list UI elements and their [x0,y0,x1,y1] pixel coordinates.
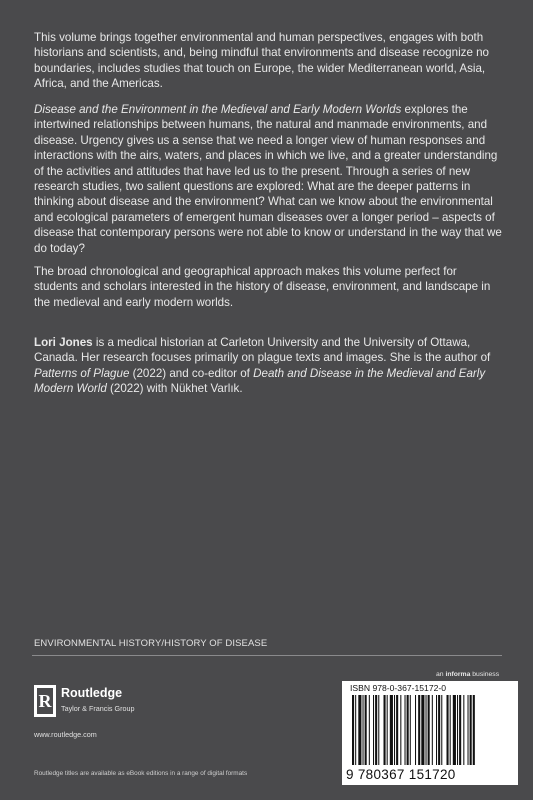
author-book-1: Patterns of Plague [34,366,130,380]
barcode-panel [342,681,518,785]
author-name: Lori Jones [34,336,93,349]
author-bio-text-3: (2022) with Nükhet Varlık. [106,382,243,396]
author-bio-text-2: (2022) and co-editor of [129,366,254,380]
informa-business-label [436,671,499,678]
divider [32,655,502,656]
informa-brand: informa [445,671,471,678]
barcode-icon [348,695,512,767]
publisher-name: Routledge [61,686,123,700]
description-paragraph-2-text: explores the intertwined relationships between humans, the natural and manmade environments, and disease. Urgency gives us a sense that we need a longer view of human responses and interactions with the airs, waters, and places in which we live, and a greater understanding of the activities and attitudes that have led us to the present. Through a series of new research studies, two salient questions are explored: What are the deeper patterns in thinking about disease and the environment? What can we know about the environmental and ecological parameters of emergent human diseases over a longer period – aspects of disease that contemporary persons were not able to know or understand in the way that we do today? [34,103,502,255]
barcode-digits: 9 780367 151720 [346,767,456,782]
subject-category: ENVIRONMENTAL HISTORY/HISTORY OF DISEASE [34,638,268,649]
informa-suffix: business [470,671,500,678]
routledge-logo-icon [34,685,56,717]
ebook-note: Routledge titles are available as eBook editions in a range of digital formats [34,770,248,777]
author-book-2: Death and Disease in the Medieval and Early Modern World [34,366,486,396]
author-bio [34,335,502,397]
publisher-url[interactable]: www.routledge.com [34,730,97,739]
isbn-text: ISBN 978-0-367-15172-0 [350,683,447,693]
informa-prefix: an [436,671,446,678]
svg-text:R: R [38,691,52,711]
description-paragraph-2 [34,102,502,256]
publisher-group: Taylor & Francis Group [61,704,135,713]
author-bio-text-1: is a medical historian at Carleton University and the University of Ottawa, Canada. Her research focuses primarily on plague texts and images. She is the author of [34,336,491,365]
description-paragraph-3: The broad chronological and geographical approach makes this volume perfect for students and scholars interested in the history of disease, environment, and landscape in the medieval and early modern worlds. [34,265,491,309]
description-paragraph-1: This volume brings together environmental and human perspectives, engages with both historians and scientists, and, being mindful that environments and disease recognize no boundaries, includes studies that touch on Europe, the wider Mediterranean world, Asia, Africa, and the Americas. [34,31,490,91]
book-title-italic: Disease and the Environment in the Medieval and Early Modern Worlds [34,103,402,116]
